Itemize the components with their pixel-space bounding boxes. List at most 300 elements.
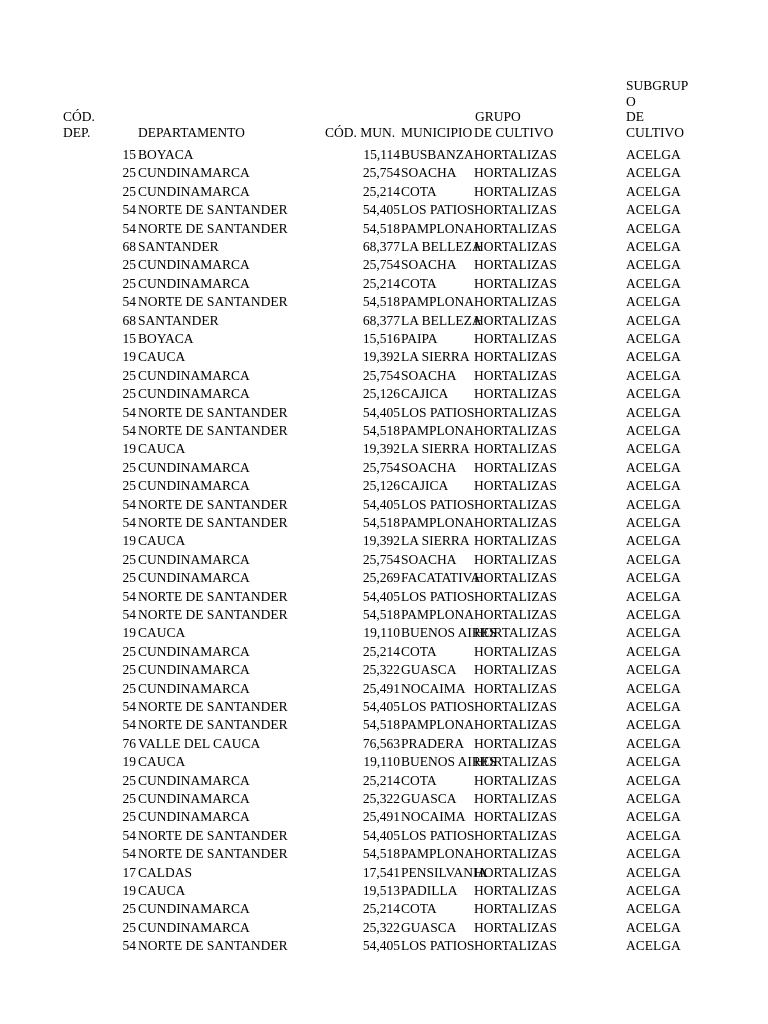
cell-cod-mun: 25,269 xyxy=(362,570,400,586)
cell-grupo: HORTALIZAS xyxy=(474,496,557,512)
cell-subgrupo: ACELGA xyxy=(626,386,681,402)
table-row xyxy=(0,146,768,164)
cell-municipio: LA BELLEZA xyxy=(401,312,482,328)
cell-grupo: HORTALIZAS xyxy=(474,846,557,862)
table-row xyxy=(0,882,768,900)
cell-subgrupo: ACELGA xyxy=(626,478,681,494)
cell-cod-mun: 19,392 xyxy=(362,441,400,457)
cell-departamento: CUNDINAMARCA xyxy=(138,680,250,696)
table-row xyxy=(0,477,768,495)
cell-grupo: HORTALIZAS xyxy=(474,864,557,880)
cell-municipio: SOACHA xyxy=(401,551,457,567)
cell-municipio: LOS PATIOS xyxy=(401,827,475,843)
cell-departamento: NORTE DE SANTANDER xyxy=(138,423,288,438)
cell-departamento: NORTE DE SANTANDER xyxy=(138,294,288,310)
cell-grupo: HORTALIZAS xyxy=(474,312,557,328)
cell-grupo: HORTALIZAS xyxy=(474,735,557,751)
table-row xyxy=(0,808,768,826)
cell-grupo: HORTALIZAS xyxy=(474,367,557,383)
cell-cod-mun: 54,405 xyxy=(362,496,400,512)
cell-cod-dep: 19 xyxy=(122,349,136,365)
cell-municipio: BUSBANZA xyxy=(401,147,474,162)
cell-municipio: LOS PATIOS xyxy=(401,496,475,512)
cell-grupo: HORTALIZAS xyxy=(474,588,557,604)
cell-cod-mun: 25,322 xyxy=(362,662,400,678)
cell-municipio: PAIPA xyxy=(401,331,438,346)
cell-grupo: HORTALIZAS xyxy=(474,919,557,935)
cell-cod-mun: 19,392 xyxy=(362,533,400,549)
cell-cod-mun: 25,214 xyxy=(362,901,400,917)
cell-departamento: CAUCA xyxy=(138,625,186,641)
cell-subgrupo: ACELGA xyxy=(626,423,681,438)
cell-departamento: CUNDINAMARCA xyxy=(138,183,250,199)
cell-cod-mun: 25,322 xyxy=(362,791,400,806)
cell-cod-dep: 54 xyxy=(122,827,136,843)
cell-cod-mun: 54,518 xyxy=(362,220,400,236)
cell-departamento: NORTE DE SANTANDER xyxy=(138,588,288,604)
cell-subgrupo: ACELGA xyxy=(626,809,681,825)
cell-cod-mun: 54,518 xyxy=(362,294,400,310)
cell-municipio: LOS PATIOS xyxy=(401,404,475,420)
cell-municipio: FACATATIVA xyxy=(401,570,481,586)
cell-municipio: NOCAIMA xyxy=(401,680,466,696)
cell-cod-dep: 25 xyxy=(122,551,136,567)
cell-cod-mun: 25,754 xyxy=(362,165,400,181)
table-row xyxy=(0,716,768,734)
table-row xyxy=(0,183,768,201)
cell-cod-dep: 25 xyxy=(122,459,136,475)
table-row xyxy=(0,680,768,698)
cell-departamento: CUNDINAMARCA xyxy=(138,478,250,494)
cell-grupo: HORTALIZAS xyxy=(474,809,557,825)
cell-departamento: NORTE DE SANTANDER xyxy=(138,202,288,218)
table-row xyxy=(0,256,768,274)
cell-departamento: CUNDINAMARCA xyxy=(138,570,250,586)
table-row xyxy=(0,900,768,918)
cell-subgrupo: ACELGA xyxy=(626,754,681,770)
cell-cod-dep: 54 xyxy=(122,496,136,512)
cell-departamento: NORTE DE SANTANDER xyxy=(138,496,288,512)
cell-subgrupo: ACELGA xyxy=(626,515,681,530)
cell-cod-mun: 54,405 xyxy=(362,588,400,604)
cell-cod-mun: 19,110 xyxy=(363,754,400,770)
cell-departamento: NORTE DE SANTANDER xyxy=(138,220,288,236)
table-row xyxy=(0,790,768,808)
cell-cod-mun: 15,114 xyxy=(363,147,400,162)
cell-municipio: SOACHA xyxy=(401,257,457,273)
cell-departamento: CUNDINAMARCA xyxy=(138,791,250,806)
table-row xyxy=(0,845,768,863)
cell-municipio: GUASCA xyxy=(401,791,457,806)
cell-departamento: CUNDINAMARCA xyxy=(138,772,250,788)
cell-cod-mun: 19,392 xyxy=(362,349,400,365)
cell-cod-mun: 54,518 xyxy=(362,717,400,733)
cell-cod-dep: 25 xyxy=(122,643,136,659)
cell-cod-mun: 19,513 xyxy=(362,883,400,898)
cell-subgrupo: ACELGA xyxy=(626,496,681,512)
cell-cod-mun: 54,405 xyxy=(362,404,400,420)
header-cod-dep xyxy=(63,109,113,140)
cell-municipio: PAMPLONA xyxy=(401,846,475,862)
cell-departamento: CUNDINAMARCA xyxy=(138,459,250,475)
cell-subgrupo: ACELGA xyxy=(626,183,681,199)
header-grupo xyxy=(474,109,564,140)
cell-grupo: HORTALIZAS xyxy=(474,699,557,714)
cell-subgrupo: ACELGA xyxy=(626,791,681,806)
cell-subgrupo: ACELGA xyxy=(626,662,681,678)
table-row xyxy=(0,312,768,330)
cell-grupo: HORTALIZAS xyxy=(474,772,557,788)
cell-municipio: LA SIERRA xyxy=(401,441,470,457)
cell-grupo: HORTALIZAS xyxy=(474,717,557,733)
cell-departamento: CUNDINAMARCA xyxy=(138,662,250,678)
table-row xyxy=(0,496,768,514)
table-row xyxy=(0,293,768,311)
cell-cod-mun: 54,518 xyxy=(362,607,400,622)
table-row xyxy=(0,385,768,403)
cell-subgrupo: ACELGA xyxy=(626,772,681,788)
cell-subgrupo: ACELGA xyxy=(626,588,681,604)
cell-municipio: COTA xyxy=(401,183,437,199)
cell-municipio: COTA xyxy=(401,643,437,659)
cell-departamento: SANTANDER xyxy=(138,312,219,328)
cell-grupo: HORTALIZAS xyxy=(474,147,557,162)
cell-municipio: GUASCA xyxy=(401,662,457,678)
table-row xyxy=(0,624,768,642)
table-row xyxy=(0,643,768,661)
cell-municipio: SOACHA xyxy=(401,165,457,181)
header-subgrupo-line2: O xyxy=(626,93,636,109)
header-municipio: MUNICIPIO xyxy=(401,125,473,140)
cell-grupo: HORTALIZAS xyxy=(474,239,557,254)
cell-municipio: COTA xyxy=(401,772,437,788)
cell-cod-dep: 25 xyxy=(122,275,136,291)
cell-subgrupo: ACELGA xyxy=(626,404,681,420)
table-row xyxy=(0,551,768,569)
cell-subgrupo: ACELGA xyxy=(626,147,681,162)
cell-departamento: NORTE DE SANTANDER xyxy=(138,699,288,714)
cell-departamento: VALLE DEL CAUCA xyxy=(138,735,261,751)
header-cod-dep-line1: CÓD. xyxy=(63,109,95,124)
header-subgrupo-line1: SUBGRUP xyxy=(626,78,689,93)
cell-departamento: NORTE DE SANTANDER xyxy=(138,938,288,954)
cell-subgrupo: ACELGA xyxy=(626,938,681,954)
cell-cod-dep: 15 xyxy=(122,331,136,346)
cell-subgrupo: ACELGA xyxy=(626,165,681,181)
table-row xyxy=(0,698,768,716)
cell-subgrupo: ACELGA xyxy=(626,551,681,567)
cell-municipio: LA BELLEZA xyxy=(401,239,482,254)
cell-departamento: NORTE DE SANTANDER xyxy=(138,717,288,733)
table-row xyxy=(0,588,768,606)
cell-cod-dep: 25 xyxy=(122,570,136,586)
cell-grupo: HORTALIZAS xyxy=(474,938,557,954)
cell-departamento: CAUCA xyxy=(138,441,186,457)
cell-grupo: HORTALIZAS xyxy=(474,515,557,530)
cell-cod-dep: 25 xyxy=(122,478,136,494)
cell-departamento: BOYACA xyxy=(138,331,194,346)
cell-subgrupo: ACELGA xyxy=(626,717,681,733)
cell-cod-dep: 54 xyxy=(122,202,136,218)
cell-subgrupo: ACELGA xyxy=(626,846,681,862)
cell-subgrupo: ACELGA xyxy=(626,533,681,549)
cell-cod-dep: 54 xyxy=(122,717,136,733)
cell-cod-dep: 54 xyxy=(122,938,136,954)
table-row xyxy=(0,220,768,238)
cell-subgrupo: ACELGA xyxy=(626,220,681,236)
cell-departamento: CUNDINAMARCA xyxy=(138,901,250,917)
cell-municipio: PAMPLONA xyxy=(401,717,475,733)
cell-departamento: BOYACA xyxy=(138,147,194,162)
cell-cod-mun: 76,563 xyxy=(362,735,400,751)
cell-subgrupo: ACELGA xyxy=(626,919,681,935)
table-row xyxy=(0,937,768,955)
table-row xyxy=(0,753,768,771)
cell-subgrupo: ACELGA xyxy=(626,827,681,843)
cell-grupo: HORTALIZAS xyxy=(474,754,557,770)
cell-municipio: PAMPLONA xyxy=(401,607,475,622)
cell-cod-mun: 25,754 xyxy=(362,551,400,567)
cell-cod-mun: 19,110 xyxy=(363,625,400,641)
cell-departamento: NORTE DE SANTANDER xyxy=(138,827,288,843)
cell-departamento: CUNDINAMARCA xyxy=(138,165,250,181)
cell-subgrupo: ACELGA xyxy=(626,257,681,273)
cell-municipio: COTA xyxy=(401,901,437,917)
cell-cod-dep: 25 xyxy=(122,367,136,383)
cell-cod-dep: 54 xyxy=(122,607,136,622)
cell-cod-mun: 54,405 xyxy=(362,202,400,218)
cell-subgrupo: ACELGA xyxy=(626,441,681,457)
cell-cod-mun: 25,214 xyxy=(362,183,400,199)
cell-grupo: HORTALIZAS xyxy=(474,533,557,549)
cell-departamento: NORTE DE SANTANDER xyxy=(138,515,288,530)
cell-cod-mun: 68,377 xyxy=(362,312,400,328)
cell-cod-dep: 19 xyxy=(122,533,136,549)
cell-subgrupo: ACELGA xyxy=(626,735,681,751)
cell-departamento: CUNDINAMARCA xyxy=(138,275,250,291)
cell-subgrupo: ACELGA xyxy=(626,680,681,696)
cell-cod-dep: 54 xyxy=(122,423,136,438)
cell-municipio: SOACHA xyxy=(401,459,457,475)
cell-grupo: HORTALIZAS xyxy=(474,901,557,917)
table-row xyxy=(0,459,768,477)
cell-subgrupo: ACELGA xyxy=(626,349,681,365)
cell-cod-mun: 25,214 xyxy=(362,772,400,788)
cell-cod-mun: 54,518 xyxy=(362,515,400,530)
cell-municipio: SOACHA xyxy=(401,367,457,383)
cell-municipio: CAJICA xyxy=(401,478,449,494)
cell-cod-mun: 54,518 xyxy=(362,846,400,862)
cell-municipio: PAMPLONA xyxy=(401,294,475,310)
cell-municipio: CAJICA xyxy=(401,386,449,402)
cell-grupo: HORTALIZAS xyxy=(474,883,557,898)
cell-municipio: COTA xyxy=(401,275,437,291)
cell-grupo: HORTALIZAS xyxy=(474,275,557,291)
header-cod-dep-line2: DEP. xyxy=(63,124,91,140)
cell-departamento: CUNDINAMARCA xyxy=(138,367,250,383)
header-subgrupo xyxy=(626,78,692,140)
cell-cod-dep: 25 xyxy=(122,809,136,825)
cell-subgrupo: ACELGA xyxy=(626,864,681,880)
cell-departamento: CUNDINAMARCA xyxy=(138,643,250,659)
cell-departamento: CAUCA xyxy=(138,883,186,898)
cell-cod-mun: 25,754 xyxy=(362,367,400,383)
table-row xyxy=(0,569,768,587)
cell-departamento: CUNDINAMARCA xyxy=(138,551,250,567)
cell-cod-mun: 68,377 xyxy=(362,239,400,254)
cell-cod-dep: 25 xyxy=(122,772,136,788)
cell-departamento: NORTE DE SANTANDER xyxy=(138,607,288,622)
cell-subgrupo: ACELGA xyxy=(626,331,681,346)
table-row xyxy=(0,827,768,845)
cell-municipio: GUASCA xyxy=(401,919,457,935)
cell-grupo: HORTALIZAS xyxy=(474,680,557,696)
header-grupo-line1: GRUPO xyxy=(475,109,521,124)
cell-subgrupo: ACELGA xyxy=(626,275,681,291)
cell-grupo: HORTALIZAS xyxy=(474,478,557,494)
cell-cod-dep: 19 xyxy=(122,754,136,770)
cell-grupo: HORTALIZAS xyxy=(474,662,557,678)
cell-grupo: HORTALIZAS xyxy=(474,607,557,622)
table-row xyxy=(0,367,768,385)
cell-grupo: HORTALIZAS xyxy=(474,294,557,310)
cell-grupo: HORTALIZAS xyxy=(474,165,557,181)
header-subgrupo-line3: DE xyxy=(626,109,644,124)
header-grupo-line2: DE CULTIVO xyxy=(474,124,554,140)
cell-cod-mun: 25,754 xyxy=(362,459,400,475)
cell-cod-dep: 76 xyxy=(122,735,136,751)
cell-municipio: LOS PATIOS xyxy=(401,699,475,714)
cell-municipio: BUENOS AIRES xyxy=(401,754,497,770)
cell-cod-mun: 25,491 xyxy=(362,680,400,696)
cell-grupo: HORTALIZAS xyxy=(474,349,557,365)
cell-departamento: CAUCA xyxy=(138,349,186,365)
table-row xyxy=(0,330,768,348)
cell-departamento: CUNDINAMARCA xyxy=(138,809,250,825)
cell-departamento: CAUCA xyxy=(138,754,186,770)
cell-grupo: HORTALIZAS xyxy=(474,551,557,567)
table-row xyxy=(0,348,768,366)
cell-municipio: LA SIERRA xyxy=(401,349,470,365)
cell-cod-dep: 25 xyxy=(122,257,136,273)
cell-cod-dep: 54 xyxy=(122,220,136,236)
header-departamento: DEPARTAMENTO xyxy=(138,125,245,140)
cell-departamento: NORTE DE SANTANDER xyxy=(138,404,288,420)
cell-cod-dep: 25 xyxy=(122,791,136,806)
cell-municipio: NOCAIMA xyxy=(401,809,466,825)
cell-cod-dep: 54 xyxy=(122,404,136,420)
cell-cod-dep: 68 xyxy=(122,312,136,328)
cell-cod-dep: 25 xyxy=(122,183,136,199)
cell-cod-dep: 19 xyxy=(122,625,136,641)
cell-departamento: NORTE DE SANTANDER xyxy=(138,846,288,862)
cell-cod-dep: 19 xyxy=(122,441,136,457)
cell-cod-dep: 54 xyxy=(122,294,136,310)
cell-cod-dep: 15 xyxy=(122,147,136,162)
cell-municipio: BUENOS AIRES xyxy=(401,625,497,641)
cell-cod-dep: 19 xyxy=(122,883,136,898)
cell-grupo: HORTALIZAS xyxy=(474,625,557,641)
cell-departamento: CAUCA xyxy=(138,533,186,549)
cell-grupo: HORTALIZAS xyxy=(474,643,557,659)
cell-subgrupo: ACELGA xyxy=(626,901,681,917)
cell-grupo: HORTALIZAS xyxy=(474,423,557,438)
cell-cod-mun: 17,541 xyxy=(362,864,400,880)
table-row xyxy=(0,275,768,293)
cell-subgrupo: ACELGA xyxy=(626,625,681,641)
cell-departamento: CUNDINAMARCA xyxy=(138,386,250,402)
cell-municipio: PAMPLONA xyxy=(401,515,475,530)
cell-subgrupo: ACELGA xyxy=(626,202,681,218)
cell-grupo: HORTALIZAS xyxy=(474,827,557,843)
cell-grupo: HORTALIZAS xyxy=(474,257,557,273)
cell-municipio: LA SIERRA xyxy=(401,533,470,549)
cell-municipio: LOS PATIOS xyxy=(401,202,475,218)
cell-grupo: HORTALIZAS xyxy=(474,791,557,806)
cell-subgrupo: ACELGA xyxy=(626,294,681,310)
table-row xyxy=(0,404,768,422)
cell-cod-dep: 54 xyxy=(122,515,136,530)
cell-grupo: HORTALIZAS xyxy=(474,202,557,218)
cell-cod-mun: 25,322 xyxy=(362,919,400,935)
cell-grupo: HORTALIZAS xyxy=(474,570,557,586)
cell-cod-mun: 25,214 xyxy=(362,643,400,659)
cell-departamento: CUNDINAMARCA xyxy=(138,919,250,935)
header-subgrupo-line4: CULTIVO xyxy=(626,124,685,140)
cell-municipio: PAMPLONA xyxy=(401,220,475,236)
cell-grupo: HORTALIZAS xyxy=(474,183,557,199)
table-row xyxy=(0,735,768,753)
cell-cod-mun: 54,518 xyxy=(362,423,400,438)
table-row xyxy=(0,772,768,790)
cell-subgrupo: ACELGA xyxy=(626,643,681,659)
cell-cod-dep: 25 xyxy=(122,662,136,678)
cell-departamento: CALDAS xyxy=(138,864,193,880)
cell-cod-mun: 15,516 xyxy=(362,331,400,346)
cell-subgrupo: ACELGA xyxy=(626,607,681,622)
cell-cod-mun: 25,491 xyxy=(362,809,400,825)
cell-cod-mun: 54,405 xyxy=(362,699,400,714)
table-row xyxy=(0,864,768,882)
table-row xyxy=(0,514,768,532)
table-row xyxy=(0,440,768,458)
cell-subgrupo: ACELGA xyxy=(626,699,681,714)
cell-cod-dep: 54 xyxy=(122,588,136,604)
cell-departamento: SANTANDER xyxy=(138,239,219,254)
cell-grupo: HORTALIZAS xyxy=(474,386,557,402)
cell-cod-mun: 25,126 xyxy=(362,386,400,402)
cell-cod-mun: 54,405 xyxy=(362,938,400,954)
cell-subgrupo: ACELGA xyxy=(626,883,681,898)
cell-subgrupo: ACELGA xyxy=(626,459,681,475)
cell-municipio: PADILLA xyxy=(401,883,458,898)
cell-cod-dep: 25 xyxy=(122,901,136,917)
table-row xyxy=(0,422,768,440)
cell-departamento: CUNDINAMARCA xyxy=(138,257,250,273)
cell-cod-mun: 25,754 xyxy=(362,257,400,273)
table-row xyxy=(0,606,768,624)
cell-grupo: HORTALIZAS xyxy=(474,441,557,457)
cell-subgrupo: ACELGA xyxy=(626,312,681,328)
table-row xyxy=(0,164,768,182)
table-row xyxy=(0,919,768,937)
cell-grupo: HORTALIZAS xyxy=(474,404,557,420)
table-row xyxy=(0,238,768,256)
cell-subgrupo: ACELGA xyxy=(626,239,681,254)
cell-grupo: HORTALIZAS xyxy=(474,459,557,475)
cell-cod-mun: 25,214 xyxy=(362,275,400,291)
header-cod-mun: CÓD. MUN. xyxy=(325,125,396,140)
